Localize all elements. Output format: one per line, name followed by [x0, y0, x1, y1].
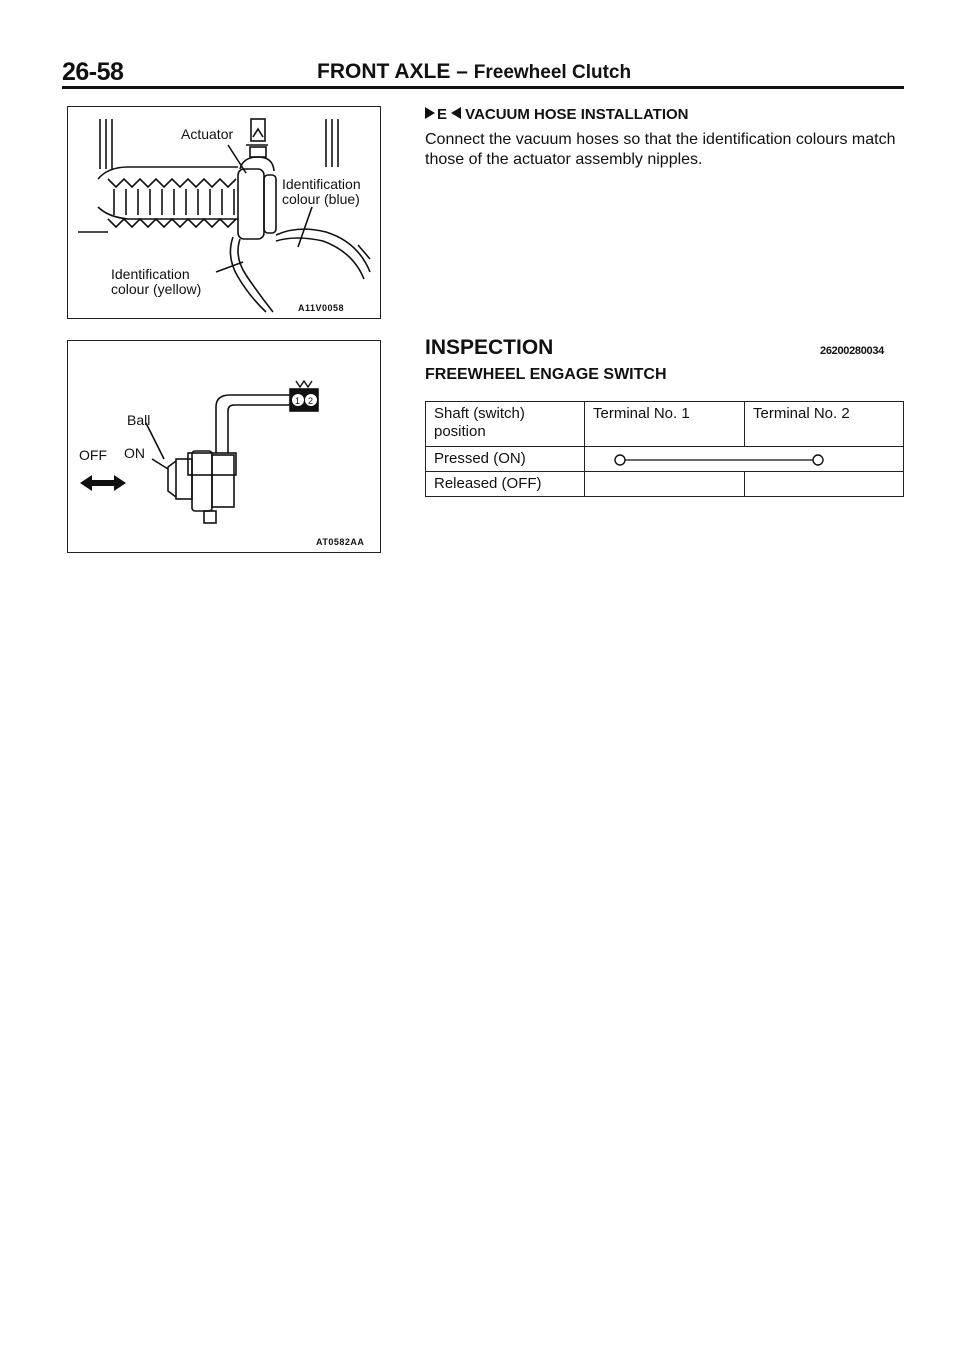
id-colour-blue-label-1: Identification: [282, 176, 361, 192]
continuity-cell: [585, 447, 904, 472]
title-separator: –: [456, 60, 468, 83]
continuity-table: [425, 401, 904, 497]
page-number: 26-58: [62, 58, 124, 86]
row-terminal-2-empty: [745, 472, 904, 497]
section-name: Freewheel Clutch: [473, 62, 632, 83]
switch-subtitle: FREEWHEEL ENGAGE SWITCH: [425, 366, 667, 383]
actuator-label: Actuator: [181, 126, 234, 142]
id-colour-blue-label-2: colour (blue): [282, 191, 360, 207]
header-position: Shaft (switch) position: [426, 402, 585, 447]
service-marker-letter: E: [437, 106, 448, 123]
chapter-title: [317, 60, 631, 84]
table-header-row: [426, 402, 904, 447]
vacuum-hose-body: Connect the vacuum hoses so that the identification colours match those of the actuator assembly nipples.: [425, 131, 896, 168]
reference-code: 26200280034: [820, 345, 884, 357]
continuity-connection: [585, 447, 903, 473]
row-position-released: Released (OFF): [426, 472, 585, 497]
header-terminal-1: Terminal No. 1: [585, 402, 745, 447]
vacuum-hose-heading: [425, 106, 689, 123]
figure-code: AT0582AA: [316, 537, 365, 547]
on-label: ON: [124, 445, 145, 461]
chapter-name: FRONT AXLE: [317, 60, 451, 83]
svg-text:1: 1: [295, 396, 301, 406]
off-label: OFF: [79, 447, 107, 463]
table-row: [426, 447, 904, 472]
figure-code: A11V0058: [298, 303, 345, 313]
id-colour-yellow-label-2: colour (yellow): [111, 281, 202, 297]
svg-text:2: 2: [308, 396, 314, 406]
inspection-title: INSPECTION: [425, 336, 554, 359]
row-position-pressed: Pressed (ON): [426, 447, 585, 472]
terminal-2-dot: [813, 455, 823, 465]
ball-label: Ball: [127, 412, 151, 428]
header-terminal-2: Terminal No. 2: [745, 402, 904, 447]
switch-figure: [67, 340, 381, 553]
terminal-1-dot: [615, 455, 625, 465]
row-terminal-1-empty: [585, 472, 745, 497]
header-rule: [62, 86, 904, 89]
id-colour-yellow-label-1: Identification: [111, 266, 190, 282]
table-row: [426, 472, 904, 497]
switch-illustration: [68, 341, 380, 552]
actuator-figure: [67, 106, 381, 319]
page-header: [62, 58, 904, 88]
vacuum-hose-heading-text: VACUUM HOSE INSTALLATION: [465, 106, 689, 123]
